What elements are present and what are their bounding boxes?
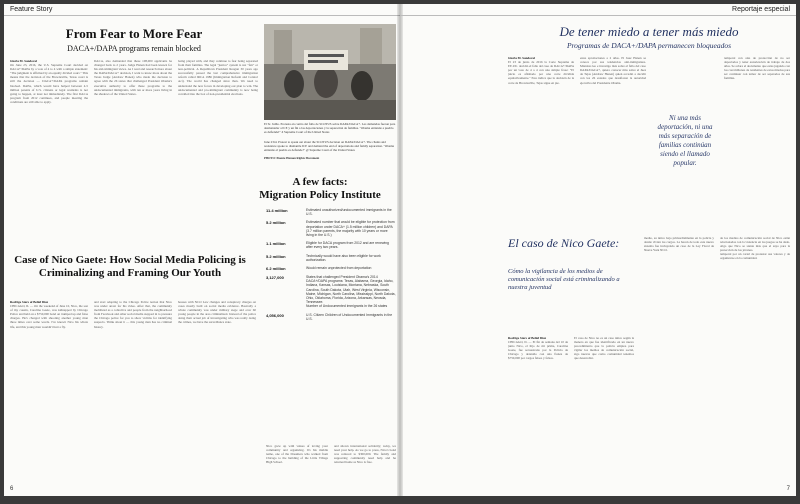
fact-description: Technically would have also been eligible for work authorization. bbox=[306, 253, 381, 262]
body-text: de los medios de comunicación social de Nico están relacionadas con la violencia en los juegos se ha dado. Algo que Nico se siente más que el suyo para la protección de los jóvenes. bbox=[720, 236, 790, 253]
page-number: 7 bbox=[786, 486, 790, 492]
fact-value: 11.4 million bbox=[266, 208, 288, 213]
body-text: and shown international solidarity; today, we need your help. As we go to press, Nico's bond was reduced to $300,000. The family and supporting community need help and he returned home as Nico is free. bbox=[334, 444, 396, 465]
article-column bbox=[508, 56, 574, 226]
fact-row bbox=[266, 220, 396, 237]
fact-description: Eligible for DACA program from 2012 and are renewing after every two years. bbox=[306, 241, 389, 250]
body-text: temporal con alas de protección de no ser deportados y tener autorización de trabajo de dos años. Se aclara el documento que estas jugando con los casi millones de residentes de estos miedos para ser continuar con temor de ser separados de sus familias. bbox=[724, 56, 790, 81]
article-column bbox=[644, 236, 714, 488]
fact-row bbox=[266, 275, 396, 309]
article-column bbox=[334, 444, 396, 488]
fact-row bbox=[266, 241, 396, 249]
fact-value: 3,127,000 bbox=[266, 275, 284, 281]
section-label: Reportaje especial bbox=[400, 4, 796, 16]
headline-nico-gaete-es: El caso de Nico Gaete: bbox=[508, 236, 620, 250]
section-label: Feature Story bbox=[4, 4, 400, 16]
fact-description: Would remain unprotected from deportation bbox=[306, 266, 372, 271]
right-page bbox=[400, 4, 796, 496]
article-column bbox=[94, 300, 172, 486]
body-text: El 23 de junio de 2016 la Corte Suprema de EE.UU. decidió el fallo del caso de DACA+/DAPA por un voto de 4 a 4 con una simple frase: "El juicio es afirmado por una corte dividida equitativamente." Esto indica que la decisión de la corte de Brownsville, Tejas sigue en pie. bbox=[508, 60, 574, 85]
article-column bbox=[94, 59, 172, 244]
body-text: CHICAGO, IL — El fin de semana del 10 de junio Nico, el hijo de mi prima, Carolina Gaete, fue secuestrado por la Policía de Chicago y detenido con una fianza de $750,000 por cargos falsos y falsos. bbox=[508, 340, 568, 361]
pull-quote: Ni una más deportación, ni una más separación de familias continúan siendo el llamado popular. bbox=[657, 114, 713, 167]
article-column bbox=[10, 59, 88, 244]
fact-value: 6.2 million bbox=[266, 266, 286, 272]
body-text: temporal por un cartel de protestar sus valores y de organizarse en la comunidad. bbox=[720, 252, 790, 261]
article-column bbox=[266, 444, 328, 488]
fact-value: 1.1 million bbox=[266, 241, 286, 247]
article-column bbox=[574, 336, 634, 488]
subheadline-nico-gaete-es: Cómo la vigilancia de los medios de comunicación social está criminalizando a nuestra juventud bbox=[508, 268, 620, 291]
body-text: estas aprobaciones a 2 años. El Juez Hanen se conoce por sus tendencias anti-inmigrantes. Mientras leo e investigo más sobre el fallo del caso DAPA/DACA+, quiero conocer más sobre el Juez de Tejas (Andrew Hanen) quien accedió a decidir con los 26 estados que desafiaron la autoridad ejecutiva del Presidente Obama. bbox=[580, 56, 646, 85]
body-text: DACA, also demanded that these 108,000 applicants be changed back to 2 years. Judge Hanen had been known for his anti-immigrant views. As I read and research more about the DAPA/DACA+ decision, I want to know more about the Texas Judge (Andrew Hanen) who made the decision to agree with the 26 states that challenged President Obama's executive authority to offer these programs to the undocumented immigrants, with ten or more years living in the shadows of the United States. bbox=[94, 59, 172, 96]
byline: Gloria M. Sandoval bbox=[10, 59, 37, 63]
body-text: Nico grew up with values of loving your community and organizing. It's his middle name, one of the Dreamers who walked from Chicago to the building of the Little Village High School. bbox=[266, 444, 328, 465]
article-column bbox=[580, 56, 646, 226]
fact-row bbox=[266, 208, 396, 216]
body-text: medio, su único bajo primordialmente en la policía y donde vivían los cargos. La hacen de todo este nuevo sistema fue incluyendo un caso de la Ley Fiscal de Nueva York NCO. bbox=[644, 236, 714, 253]
body-text: houses with NCO Law changes and conspiracy charges on cases mostly built on social media evidence. Basically a whole community was under military siege and over 60 young people in the area criminalized. Instead of the police doing their actual job of investigating who was really doing the crimes, we have the surveillance state. bbox=[178, 300, 256, 325]
body-text: El caso de Nico no es un caso único según la manera en que fue identificado en un nuevo procedimiento que la policía emplea para vigilar los medios de comunicación social, sigo nuevas que como comunidad tenemos que desarrollar. bbox=[574, 336, 634, 361]
byline: Rodrigo Stars of Belief Diaz bbox=[508, 336, 547, 340]
article-column bbox=[724, 56, 790, 226]
newspaper-spread bbox=[4, 4, 796, 496]
fact-row bbox=[266, 313, 396, 321]
page-number: 6 bbox=[10, 486, 14, 492]
protest-photo bbox=[264, 24, 396, 120]
article-column bbox=[720, 236, 790, 488]
protest-photo-image bbox=[264, 24, 396, 120]
byline: Gloria M. Sandoval bbox=[508, 56, 535, 60]
fact-description: Estimated unauthorized/undocumented immigrants in the U.S. bbox=[306, 208, 392, 217]
headline: From Fear to More Fear bbox=[65, 26, 203, 41]
headline-nico-gaete: Case of Nico Gaete: How Social Media Policing is Criminalizing and Framing Our Youth bbox=[14, 254, 246, 279]
left-page bbox=[4, 4, 400, 496]
facts-list bbox=[266, 208, 396, 325]
body-text: On June 23, 2016, the U.S. Supreme Court decided on DACA+/DAPA by a vote of 4 to 4 with a simple statement: "The judgment is affirmed by an equally divided court." This means that the decision of the Brownsville, Texas court is still the decision — DACA+/DAPA programs remain blocked. DAPA, which would have helped between 4-5 million parents of U.S. citizens or legal residents is not going to happen, at least not immediately. The first DACA program from 2012 continues, and people meeting the conditions are still able to apply. bbox=[10, 63, 88, 104]
fact-description: States that challenged President Obama's 2014 DACA+/DAPA programs: Texas, Alabama, Georgia, Idaho, Indiana, Kansas, Louisiana, Montana, Nebraska, South Carolina, South Dakota, Utah, West Virginia, Wisconsin, Maine, Michigan, North Carolina, Mississippi, North Dakota, Ohio, Oklahoma, Florida, Arizona, Arkansas, Nevada, Tennessee. Number of Undocumented immigrants in the 26 states bbox=[306, 275, 396, 309]
photo-credit: PHOTO: Puente Human Rights Movement bbox=[264, 156, 320, 160]
fact-row bbox=[266, 266, 396, 271]
facts-title: A few facts: Migration Policy Institute bbox=[259, 176, 381, 201]
body-text: and start adapting to the Chicago Police notion that Nico was under arrest for his video. After that, the community mobilized as a collective and people from the neighborhood from Facebook and other social media stepped in to pressure the Chicago police for you to show victims for identifying suspects. Think about it — this young man has no criminal history. bbox=[94, 300, 172, 329]
article-column bbox=[508, 336, 568, 488]
fact-value: 4,056,000 bbox=[266, 312, 284, 318]
photo-caption-english: June 23rd. Protest to speak out about the SCOTUS decision on DAPA/DACA+. The chants and resistance spoke to dismantle ICE and demand the end of deportations and family separation. "Obama entiende el pueblo es defiende!" @ Supreme Court of the United States bbox=[264, 140, 395, 152]
article-column bbox=[10, 300, 88, 486]
subheadline: DACA+/DAPA programs remain blocked bbox=[67, 44, 201, 53]
subheadline: Programas de DACA+/DAPA permanecen bloqueados bbox=[566, 41, 732, 50]
fact-row bbox=[266, 254, 396, 262]
body-text: CHICAGO, IL — On the weekend of June 10, Nico, the son of my cousin, Carolina Gaete, was kidnapped by Chicago Police and held on a $750,000 bond on trumped up and false charges. He's charged with shooting another young man three times over some words. I've known Nico his whole life, and this young man wouldn't hurt a fly. bbox=[10, 304, 88, 329]
photo-caption-spanish: El Sr. Juillo. Protesta en contra del fallo de SCOTUS sobre DAPA/DACA+. Las demandas fueron para desmantelar a ICE y un fin a las deportaciones y la separación de familias. "Obama entiende a pueblo es defiende!" # Supreme Court of the United States bbox=[264, 122, 396, 134]
byline: Rodrigo Stars of Belief Diaz bbox=[10, 300, 49, 304]
body-text: being played with, and they continue to fear being separated from their families. The legal "justice" system is not "fair" or non-political. A Republican President Reagan 30 years ago successfully passed the last comprehensive immigration reform called IRCA 1986 (Immigration Reform and Control Act). The world has changed since then. We need to understand the new forces in developing our plan to win. The undocumented and pro-immigrant community is now being corralled into the box of non-presidential elections. bbox=[178, 59, 258, 96]
fact-description: Estimated number that would be eligible for protection from deportation under DACA+ (1.5 million children) and DAPA (3.7 million parents, the majority with 10 years or more living in the U.S.) bbox=[306, 220, 395, 238]
fact-value: 5.2 million bbox=[266, 220, 286, 226]
fact-description: U.S. Citizen Children of Undocumented Immigrants in the U.S. bbox=[306, 312, 393, 321]
headline: De tener miedo a tener más miedo bbox=[559, 24, 739, 39]
article-column bbox=[178, 300, 256, 486]
article-column bbox=[178, 59, 258, 244]
fact-value: 5.2 million bbox=[266, 253, 286, 259]
